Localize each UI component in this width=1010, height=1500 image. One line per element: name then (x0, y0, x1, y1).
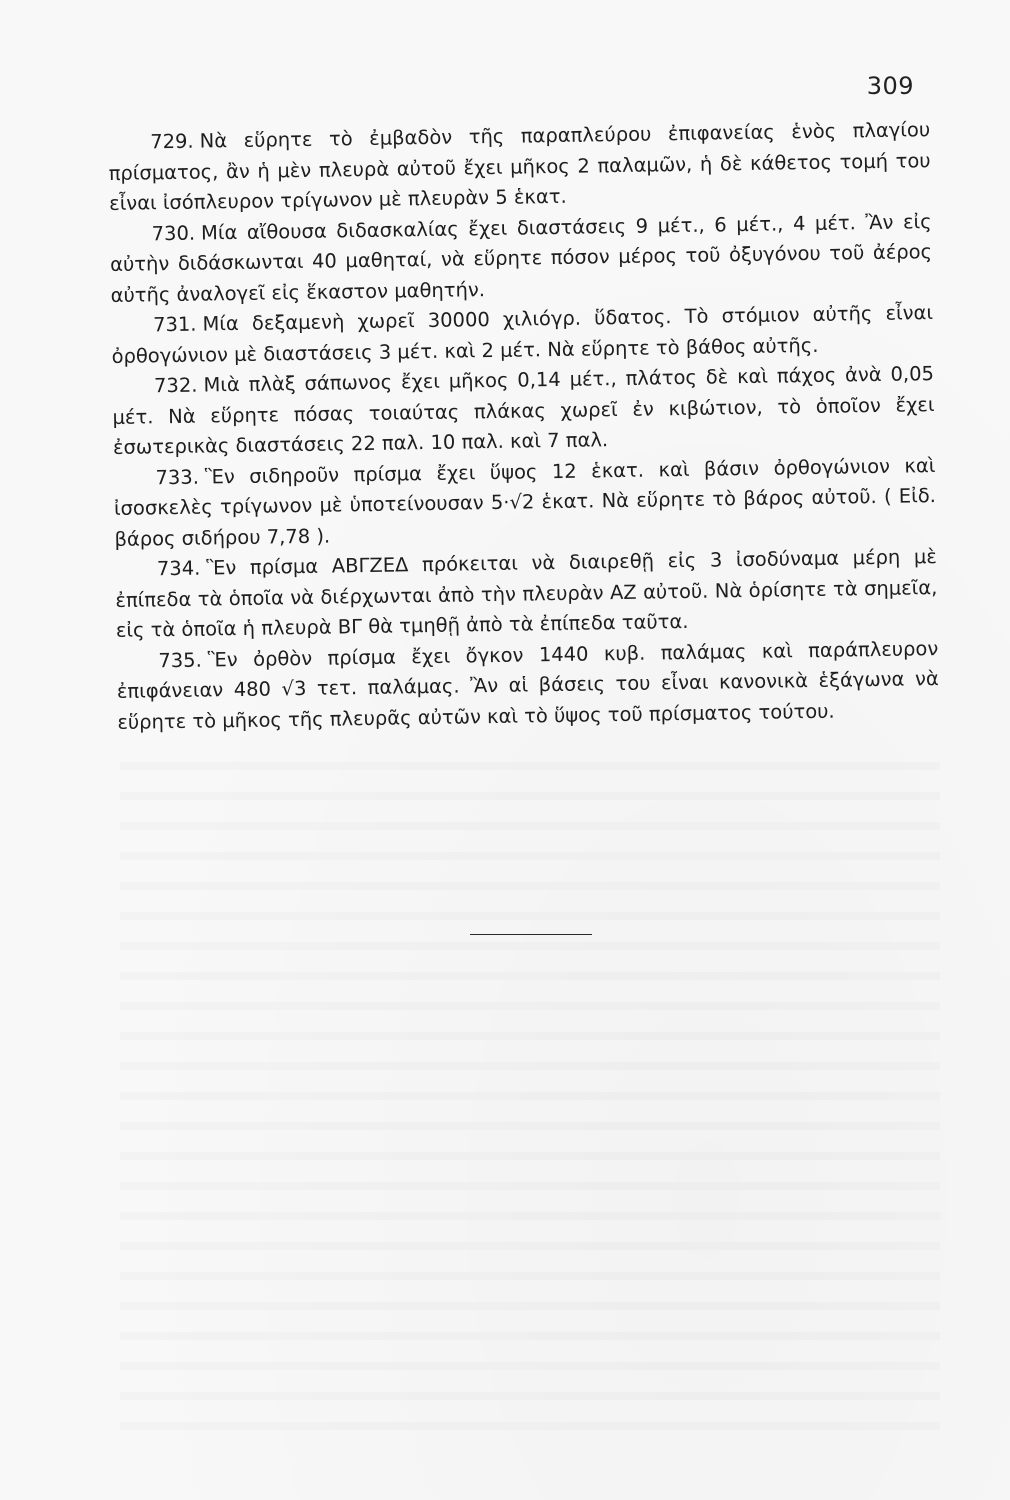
problem-number: 731. (152, 312, 197, 337)
problem-730 (109, 207, 932, 311)
problem-number: 734. (156, 556, 201, 581)
show-through-background (120, 740, 940, 1440)
problem-729 (108, 115, 931, 219)
problem-735 (116, 634, 939, 738)
problem-list (108, 115, 939, 738)
problem-text: Ἓν σιδηροῦν πρίσμα ἔχει ὕψος 12 ἑκατ. καὶ βάσιν ὀρθογώνιον καὶ ἰσοσκελὲς τρίγωνον μὲ ὑποτείνουσαν 5·√2 ἑκατ. Νὰ εὕρητε τὸ βάρος αὐτοῦ. ( Εἰδ. βάρος σιδήρου 7,78 ). (113, 453, 937, 551)
problem-text: Ἓν πρίσμα ΑΒΓΖΕΔ πρόκειται νὰ διαιρεθῇ εἰς 3 ἰσοδύναμα μέρη μὲ ἐπίπεδα τὰ ὁποῖα νὰ διέρχωνται ἀπὸ τὴν πλευρὰν ΑΖ αὐτοῦ. Νὰ ὁρίσητε τὰ σημεῖα, εἰς τὰ ὁποῖα ἡ πλευρὰ ΒΓ θὰ τμηθῇ ἀπὸ τὰ ἐπίπεδα ταῦτα. (115, 545, 938, 642)
problem-text: Μία αἴθουσα διδασκαλίας ἔχει διαστάσεις 9 μέτ., 6 μέτ., 4 μέτ. Ἂν εἰς αὐτὴν διδάσκωνται 40 μαθηταί, νὰ εὕρητε πόσον μέρος τοῦ ὀξυγόνου τοῦ ἀέρος αὐτῆς ἀναλογεῖ εἰς ἕκαστον μαθητήν. (109, 209, 933, 307)
problem-text: Μιὰ πλὰξ σάπωνος ἔχει μῆκος 0,14 μέτ., πλάτος δὲ καὶ πάχος ἀνὰ 0,05 μέτ. Νὰ εὕρητε πόσας τοιαύτας πλάκας χωρεῖ ἐν κιβώτιον, τὸ ὁποῖον ἔχει ἐσωτερικὰς διαστάσεις 22 παλ. 10 παλ. καὶ 7 παλ. (112, 362, 935, 459)
problem-732 (112, 359, 935, 463)
problem-number: 733. (155, 465, 200, 489)
section-divider-rule (470, 934, 592, 935)
problem-number: 732. (153, 373, 198, 398)
problem-number: 735. (158, 648, 202, 672)
problem-734 (115, 542, 938, 646)
problem-number: 730. (151, 221, 196, 245)
problem-text: Νὰ εὕρητε τὸ ἐμβαδὸν τῆς παραπλεύρου ἐπιφανείας ἑνὸς πλαγίου πρίσματος, ἂν ἡ μὲν πλευρὰ αὐτοῦ ἔχει μῆκος 2 παλαμῶν, ἡ δὲ κάθετος τομή του εἶναι ἰσόπλευρον τρίγωνον μὲ πλευρὰν 5 ἑκατ. (108, 118, 931, 215)
page-number: 309 (866, 72, 914, 100)
problem-text: Ἓν ὀρθὸν πρίσμα ἔχει ὄγκον 1440 κυβ. παλάμας καὶ παράπλευρον ἐπιφάνειαν 480 √3 τετ. παλάμας. Ἂν αἱ βάσεις του εἶναι κανονικὰ ἑξάγωνα νὰ εὕρητε τὸ μῆκος τῆς πλευρᾶς αὐτῶν καὶ τὸ ὕψος τοῦ πρίσματος τούτου. (116, 636, 939, 734)
problem-text: Μία δεξαμενὴ χωρεῖ 30000 χιλιόγρ. ὕδατος. Τὸ στόμιον αὐτῆς εἶναι ὀρθογώνιον μὲ διαστάσεις 3 μέτ. καὶ 2 μέτ. Νὰ εὕρητε τὸ βάθος αὐτῆς. (111, 301, 934, 368)
problem-number: 729. (150, 129, 194, 154)
problem-733 (113, 451, 936, 555)
